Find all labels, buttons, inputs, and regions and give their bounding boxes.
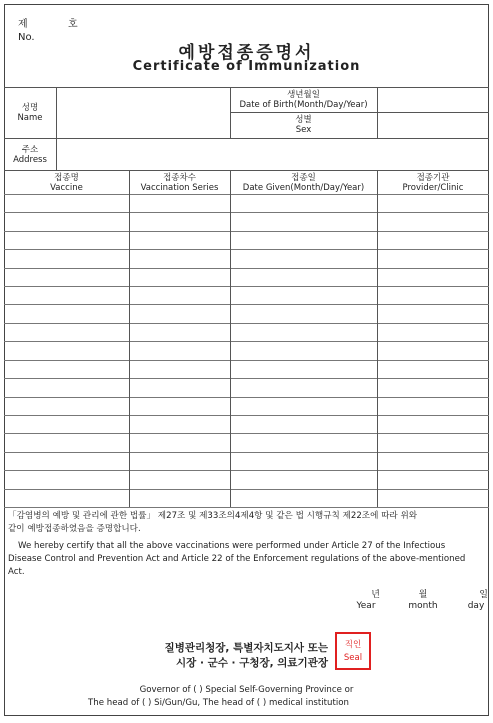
date-month: 월 month <box>408 590 438 611</box>
label-column-divider <box>56 87 57 170</box>
table-row-line <box>4 304 489 305</box>
title-korean: 예방접종증명서 <box>178 43 315 63</box>
table-column-divider-1 <box>129 170 130 507</box>
table-column-divider-3 <box>377 170 378 507</box>
table-row-line <box>4 415 489 416</box>
table-row-line <box>4 452 489 453</box>
column-header-date: 접종일 Date Given(Month/Day/Year) <box>242 173 365 193</box>
info-top-line <box>4 87 489 88</box>
table-row-line <box>4 231 489 232</box>
certification-english: We hereby certify that all the above vaccinations were performed under Article 27 of the Infectious Disease Control and Prevention Act and Article 22 of the Enforcement regulations of the above-mentioned Act. <box>8 541 466 577</box>
title-english: Certificate of Immunization <box>132 59 361 74</box>
sex-label: 성별 Sex <box>295 115 312 135</box>
table-row-line <box>4 433 489 434</box>
table-row-line <box>4 249 489 250</box>
number-label-ko: 제 <box>18 19 30 30</box>
table-row-line <box>4 397 489 398</box>
table-row-line <box>4 323 489 324</box>
table-column-divider-2 <box>230 170 231 507</box>
issuer-english-line1: Governor of ( ) Special Self-Governing Province or <box>139 685 354 695</box>
number-label-en: No. <box>18 32 35 43</box>
issuer-korean: 질병관리청장, 특별자치도지사 또는 시장 · 군수 · 구청장, 의료기관장 <box>164 642 328 669</box>
table-row-line <box>4 212 489 213</box>
table-row-line <box>4 507 489 508</box>
name-bottom-line <box>4 138 489 139</box>
official-seal-box: 직인 Seal <box>335 632 371 670</box>
table-row-line <box>4 470 489 471</box>
dob-label: 생년월일 Date of Birth(Month/Day/Year) <box>239 90 368 110</box>
table-row-line <box>4 286 489 287</box>
issuer-english-line2: The head of ( ) Si/Gun/Gu, The head of ( ) medical institution <box>88 698 349 708</box>
column-header-series: 접종차수 Vaccination Series <box>140 173 219 193</box>
number-suffix-ko: 호 <box>68 19 78 30</box>
date-day: 일 day <box>467 590 488 611</box>
dob-value-divider <box>377 87 378 138</box>
table-row-line <box>4 489 489 490</box>
table-row-line <box>4 360 489 361</box>
table-row-line <box>4 341 489 342</box>
table-header-line <box>4 194 489 195</box>
column-header-provider: 접종기관 Provider/Clinic <box>402 173 464 193</box>
dob-sex-divider <box>230 112 489 113</box>
date-year: 년 Year <box>356 590 380 611</box>
address-bottom-line <box>4 170 489 171</box>
column-header-vaccine: 접종명 Vaccine <box>50 173 83 193</box>
certification-korean: 「감염병의 예방 및 관리에 관한 법률」 제27조 및 제33조의4제4항 및 같은 법 시행규칙 제22조에 따라 위와 같이 예방접종하였음을 증명합니다. <box>8 511 418 534</box>
address-label: 주소 Address <box>13 145 47 165</box>
table-row-line <box>4 268 489 269</box>
name-label: 성명 Name <box>17 103 43 123</box>
table-row-line <box>4 378 489 379</box>
